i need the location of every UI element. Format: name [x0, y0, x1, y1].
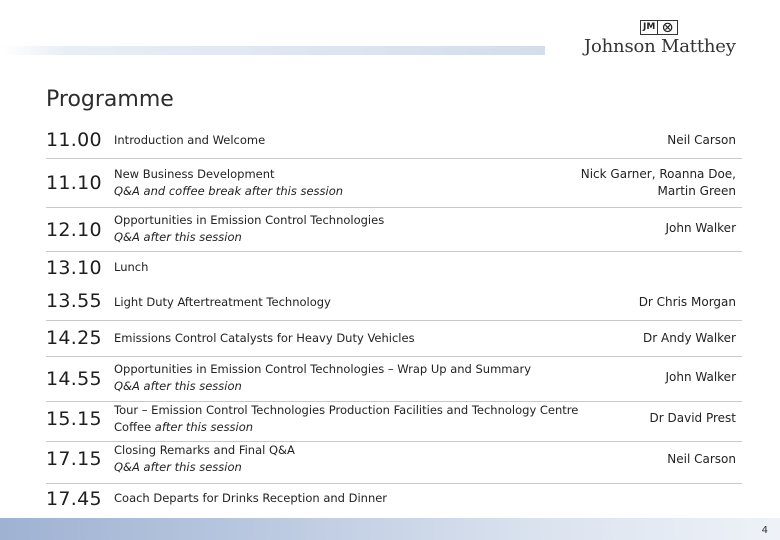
- session-time: 11.00: [46, 129, 102, 151]
- session-title: [114, 330, 584, 347]
- session-title: [114, 361, 584, 395]
- session-title-text: Tour – Emission Control Technologies Production Facilities and Technology Centre: [114, 403, 579, 417]
- session-title: [114, 402, 584, 436]
- logo-mark-symbol: ⨂: [662, 22, 673, 33]
- session-time: 11.10: [46, 172, 102, 194]
- programme-row: [46, 356, 742, 402]
- logo-mark-letters: JM: [641, 21, 658, 34]
- logo-mark: [640, 20, 678, 35]
- session-note-prefix: Coffee: [114, 420, 155, 434]
- programme-row: [46, 251, 742, 283]
- session-title-text: Light Duty Aftertreatment Technology: [114, 295, 331, 309]
- session-title: [114, 259, 584, 276]
- session-title-text: Introduction and Welcome: [114, 133, 266, 147]
- session-speaker: Dr Chris Morgan: [638, 295, 736, 309]
- session-title: [114, 490, 584, 507]
- programme-row: [46, 401, 742, 442]
- session-speaker: Neil Carson: [667, 452, 736, 466]
- programme-row: [46, 121, 742, 159]
- company-logo: [584, 20, 744, 62]
- programme-row: [46, 483, 742, 515]
- session-time: 14.55: [46, 368, 102, 390]
- session-title-text: New Business Development: [114, 167, 275, 181]
- session-title-text: Coach Departs for Drinks Reception and Dinner: [114, 491, 388, 505]
- programme-row: [46, 320, 742, 357]
- programme-row: [46, 158, 742, 208]
- logo-wordmark: Johnson Matthey: [584, 36, 736, 57]
- session-title: [114, 442, 584, 476]
- header-accent-bar: [0, 46, 545, 55]
- session-speaker: Neil Carson: [667, 133, 736, 147]
- session-time: 17.15: [46, 448, 102, 470]
- session-title: [114, 132, 584, 149]
- session-time: 12.10: [46, 219, 102, 241]
- page-number: 4: [761, 525, 768, 536]
- session-title-text: Lunch: [114, 260, 149, 274]
- page-title: Programme: [46, 87, 174, 112]
- session-time: 14.25: [46, 327, 102, 349]
- session-speaker: Nick Garner, Roanna Doe, Martin Green: [580, 167, 736, 198]
- programme-row: [46, 207, 742, 252]
- session-speaker: Dr David Prest: [649, 411, 736, 425]
- programme-row: [46, 283, 742, 321]
- session-speaker: Dr Andy Walker: [643, 331, 736, 345]
- session-note: Q&A after this session: [114, 230, 242, 244]
- session-title: [114, 166, 584, 200]
- session-title: [114, 294, 584, 311]
- session-speaker: John Walker: [665, 221, 736, 235]
- session-note: Q&A after this session: [114, 379, 242, 393]
- session-note: after this session: [154, 420, 254, 434]
- session-time: 15.15: [46, 408, 102, 430]
- session-title-text: Opportunities in Emission Control Technologies: [114, 213, 385, 227]
- session-speaker: John Walker: [665, 370, 736, 384]
- session-note-line: [114, 419, 584, 436]
- session-title-text: Closing Remarks and Final Q&A: [114, 443, 295, 457]
- session-note: Q&A and coffee break after this session: [114, 184, 344, 198]
- session-title: [114, 212, 584, 246]
- programme-row: [46, 441, 742, 484]
- session-time: 17.45: [46, 488, 102, 510]
- footer-bar: [0, 518, 780, 540]
- session-time: 13.55: [46, 290, 102, 312]
- session-note: Q&A after this session: [114, 460, 242, 474]
- session-title-text: Opportunities in Emission Control Technologies – Wrap Up and Summary: [114, 362, 532, 376]
- session-time: 13.10: [46, 257, 102, 279]
- session-title-text: Emissions Control Catalysts for Heavy Duty Vehicles: [114, 331, 415, 345]
